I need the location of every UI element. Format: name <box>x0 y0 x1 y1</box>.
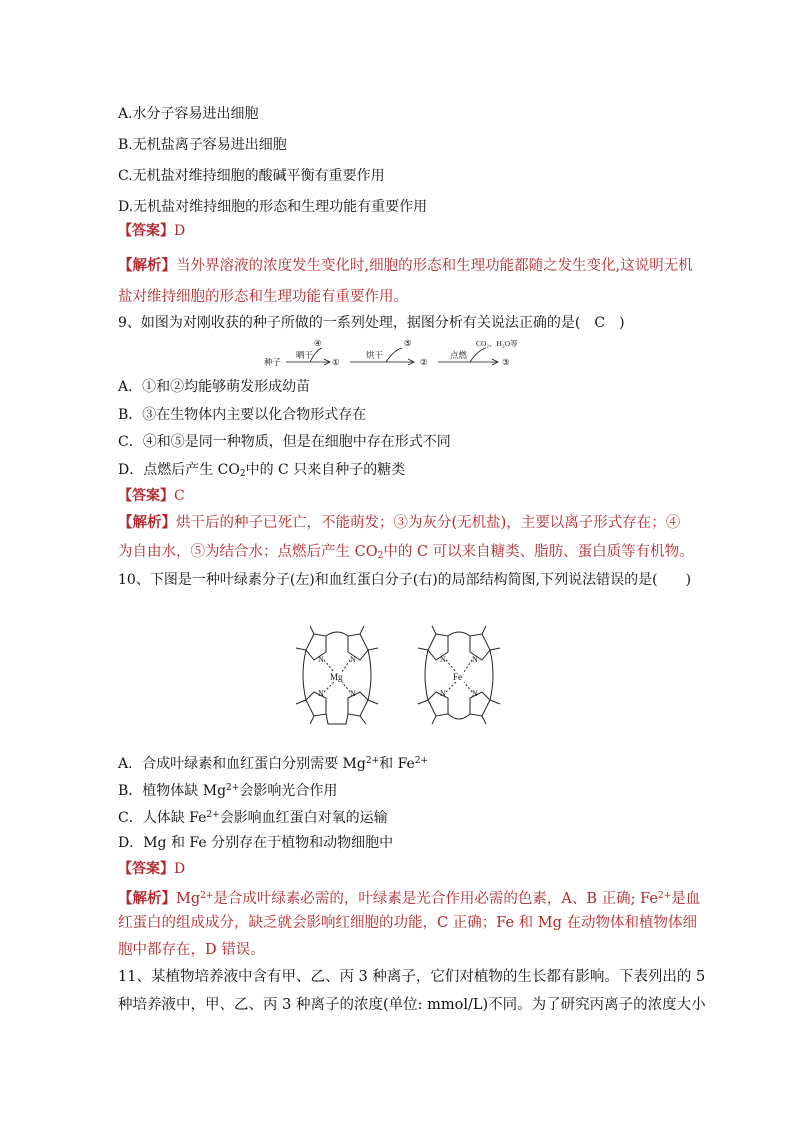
n-label: N <box>350 655 356 664</box>
q9-analysis-line-1: 【解析】烘干后的种子已死亡，不能萌发；③为灰分(无机盐)，主要以离子形式存在；④ <box>118 514 681 531</box>
q9-option-a: A．①和②均能够萌发形成幼苗 <box>118 379 311 395</box>
diagram-out-1: ④ <box>314 338 322 348</box>
q10-option-b: B．植物体缺 $Mg^{2+}$会影响光合作用 <box>118 783 338 799</box>
analysis-tag: 【解析】 <box>118 257 176 274</box>
diagram-result-2: ② <box>420 357 428 367</box>
q10-stem: 10、下图是一种叶绿素分子(左)和血红蛋白分子(右)的局部结构简图,下列说法错误的是( ) <box>118 572 692 588</box>
q8-answer <box>118 222 185 240</box>
q8-analysis-line-2: 盐对维持细胞的形态和生理功能有重要作用。 <box>118 289 408 305</box>
q10-option-a: A．合成叶绿素和血红蛋白分别需要 $Mg^{2+}$和 $Fe^{2+}$ <box>118 756 429 772</box>
mg-label: Mg <box>330 672 343 682</box>
analysis-tag: 【解析】 <box>118 514 176 531</box>
answer-value: D <box>174 861 186 877</box>
q8-option-c: C.无机盐对维持细胞的酸碱平衡有重要作用 <box>118 168 385 184</box>
n-label: N <box>472 655 478 664</box>
answer-tag: 【答案】 <box>118 861 174 877</box>
q11-stem-line-1: 11、某植物培养液中含有甲、乙、丙 3 种离子，它们对植物的生长都有影响。下表列出的 5 <box>118 969 706 985</box>
diagram-step-3: 点燃 <box>450 350 468 360</box>
q9-answer <box>118 487 185 505</box>
heme-structure-figure <box>406 620 512 732</box>
q9-option-c: C．④和⑤是同一种物质，但是在细胞中存在形式不同 <box>118 434 451 450</box>
n-label: N <box>440 655 446 664</box>
q8-option-b: B.无机盐离子容易进出细胞 <box>118 137 287 153</box>
n-label: N <box>350 689 356 698</box>
diagram-result-3: ③ <box>502 357 510 367</box>
q9-stem: 9、如图为对刚收获的种子所做的一系列处理，据图分析有关说法正确的是( C ) <box>118 315 625 331</box>
answer-tag: 【答案】 <box>118 223 174 239</box>
diagram-seed-label: 种子 <box>264 357 282 367</box>
q10-analysis-line-3: 胞中都存在，D 错误。 <box>118 942 265 958</box>
diagram-step-2: 烘干 <box>366 350 384 360</box>
fe-label: Fe <box>453 672 462 682</box>
q9-option-b: B．③在生物体内主要以化合物形式存在 <box>118 407 367 423</box>
q10-option-c: C．人体缺 $Fe^{2+}$会影响血红蛋白对氧的运输 <box>118 810 388 826</box>
n-label: N <box>440 689 446 698</box>
answer-value: D <box>174 223 186 239</box>
q8-option-d: D.无机盐对维持细胞的形态和生理功能有重要作用 <box>118 199 428 215</box>
n-label: N <box>318 655 324 664</box>
analysis-tag: 【解析】 <box>118 890 176 907</box>
n-label: N <box>472 689 478 698</box>
n-label: N <box>318 689 324 698</box>
analysis-text: 当外界溶液的浓度发生变化时,细胞的形态和生理功能都随之发生变化,这说明无机 <box>176 258 693 274</box>
answer-tag: 【答案】 <box>118 488 174 504</box>
chlorophyll-structure-figure <box>284 620 390 732</box>
diagram-step-1: 晒干 <box>296 350 314 360</box>
q9-process-diagram <box>262 336 532 372</box>
q9-analysis-line-2: 为自由水，⑤为结合水；点燃后产生 $CO_2$中的 C 可以来自糖类、脂肪、蛋白质等有机物。 <box>118 544 694 561</box>
q10-option-d: D．Mg 和 Fe 分别存在于植物和动物细胞中 <box>118 835 394 851</box>
diagram-result-1: ① <box>332 357 340 367</box>
q11-stem-line-2: 种培养液中，甲、乙、丙 3 种离子的浓度(单位: mmol/L)不同。为了研究丙离子的浓度大小 <box>118 997 706 1013</box>
diagram-out-3: CO₂、H₂O等 <box>476 339 518 348</box>
q8-analysis-line-1 <box>118 257 693 275</box>
diagram-out-2: ⑤ <box>404 338 412 348</box>
q10-answer <box>118 860 185 878</box>
answer-value: C <box>174 488 185 504</box>
q10-analysis-line-2: 红蛋白的组成成分，缺乏就会影响红细胞的功能，C 正确；Fe 和 Mg 在动物体和植物体细 <box>118 915 698 931</box>
q9-option-d: D．点燃后产生 $CO_2$中的 C 只来自种子的糖类 <box>118 462 406 479</box>
q10-analysis-line-1: 【解析】$Mg^{2+}$是合成叶绿素必需的，叶绿素是光合作用必需的色素，A、B 正确; $Fe^{2+}$是血 <box>118 890 701 907</box>
q8-option-a: A.水分子容易进出细胞 <box>118 106 259 122</box>
